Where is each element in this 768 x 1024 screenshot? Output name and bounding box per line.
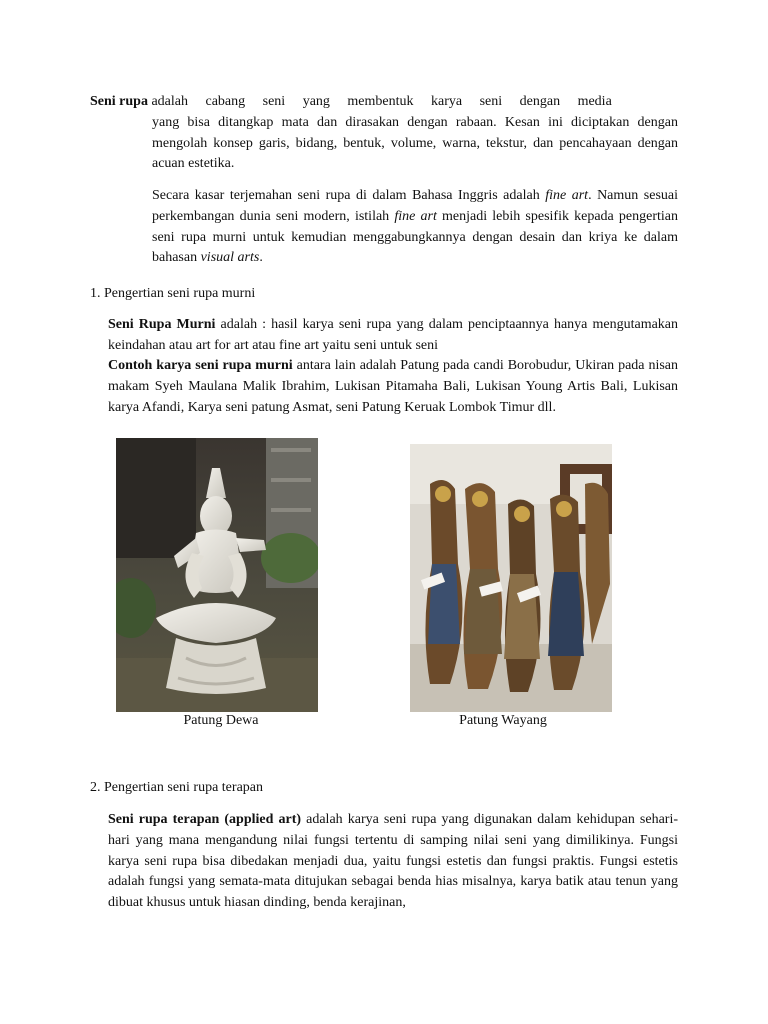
photo-patung-dewa [116, 438, 318, 712]
translation-term-fine-art: fine art [545, 188, 589, 203]
section2-heading: 2. Pengertian seni rupa terapan [90, 780, 263, 795]
caption-patung-wayang: Patung Wayang [459, 713, 547, 728]
section1-example-text: antara lain adalah Patung pada candi Borobudur, Ukiran pada nisan makam Syeh Maulana Malik Ibrahim, Lukisan Pitamaha Bali, Lukisan Young Artis Bali, Lukisan karya Afandi, Karya seni patung Asmat, seni Patung Keruak Lombok Timur dll. [108, 358, 679, 415]
translation-term-visual-arts: visual arts [200, 250, 260, 266]
photo-patung-wayang [410, 444, 612, 712]
intro-definition-rest: yang bisa ditangkap mata dan dirasakan dengan rabaan. Kesan ini diciptakan dengan mengolah konsep garis, bidang, bentuk, volume, warna, tekstur, dan pencahayaan dengan acuan estetika. [152, 114, 678, 172]
translation-paragraph [152, 186, 678, 269]
translation-text-c: menjadi lebih spesifik kepada pengertian seni rupa murni untuk kemudian menggabungkannya dengan desain dan kriya ke dalam bahasan [152, 208, 678, 266]
section1-definition-text: adalah : hasil karya seni rupa yang dalam penciptaannya hanya mengutamakan keindahan atau art for art atau fine art yaitu seni untuk seni [108, 317, 679, 353]
intro-paragraph [90, 92, 678, 175]
section1-heading: 1. Pengertian seni rupa murni [90, 286, 256, 301]
section1-examples [108, 356, 678, 418]
section2-term: Seni rupa terapan (applied art) [108, 812, 302, 827]
section2-text: adalah karya seni rupa yang digunakan dalam kehidupan sehari-hari yang mana mengandung nilai fungsi tertentu di samping nilai seni yang dimilikinya. Fungsi karya seni rupa bisa dibedakan menjadi dua, yaitu fungsi estetis dan fungsi praktis. Fungsi estetis adalah fungsi yang semata-mata ditujukan sebagai benda hias misalnya, karya batik atau tenun yang dibuat khusus untuk hiasan dinding, benda kerajinan, [108, 812, 679, 911]
translation-text-a: Secara kasar terjemahan seni rupa di dalam Bahasa Inggris adalah [152, 188, 540, 203]
translation-term-fine-art-2: fine art [394, 208, 437, 224]
section1-example-label: Contoh karya seni rupa murni [108, 358, 293, 373]
caption-patung-dewa: Patung Dewa [183, 713, 259, 728]
section1-term: Seni Rupa Murni [108, 317, 216, 332]
section2-paragraph [108, 810, 678, 914]
wayang-image [410, 444, 612, 712]
intro-definition-first: adalah cabang seni yang membentuk karya seni dengan media [151, 94, 612, 109]
statue-image [116, 438, 318, 712]
translation-text-b: . Namun sesuai perkembangan dunia seni modern, istilah [152, 188, 678, 224]
intro-term: Seni rupa [90, 94, 148, 109]
translation-text-end: . [259, 250, 263, 266]
section1-definition [108, 315, 678, 357]
